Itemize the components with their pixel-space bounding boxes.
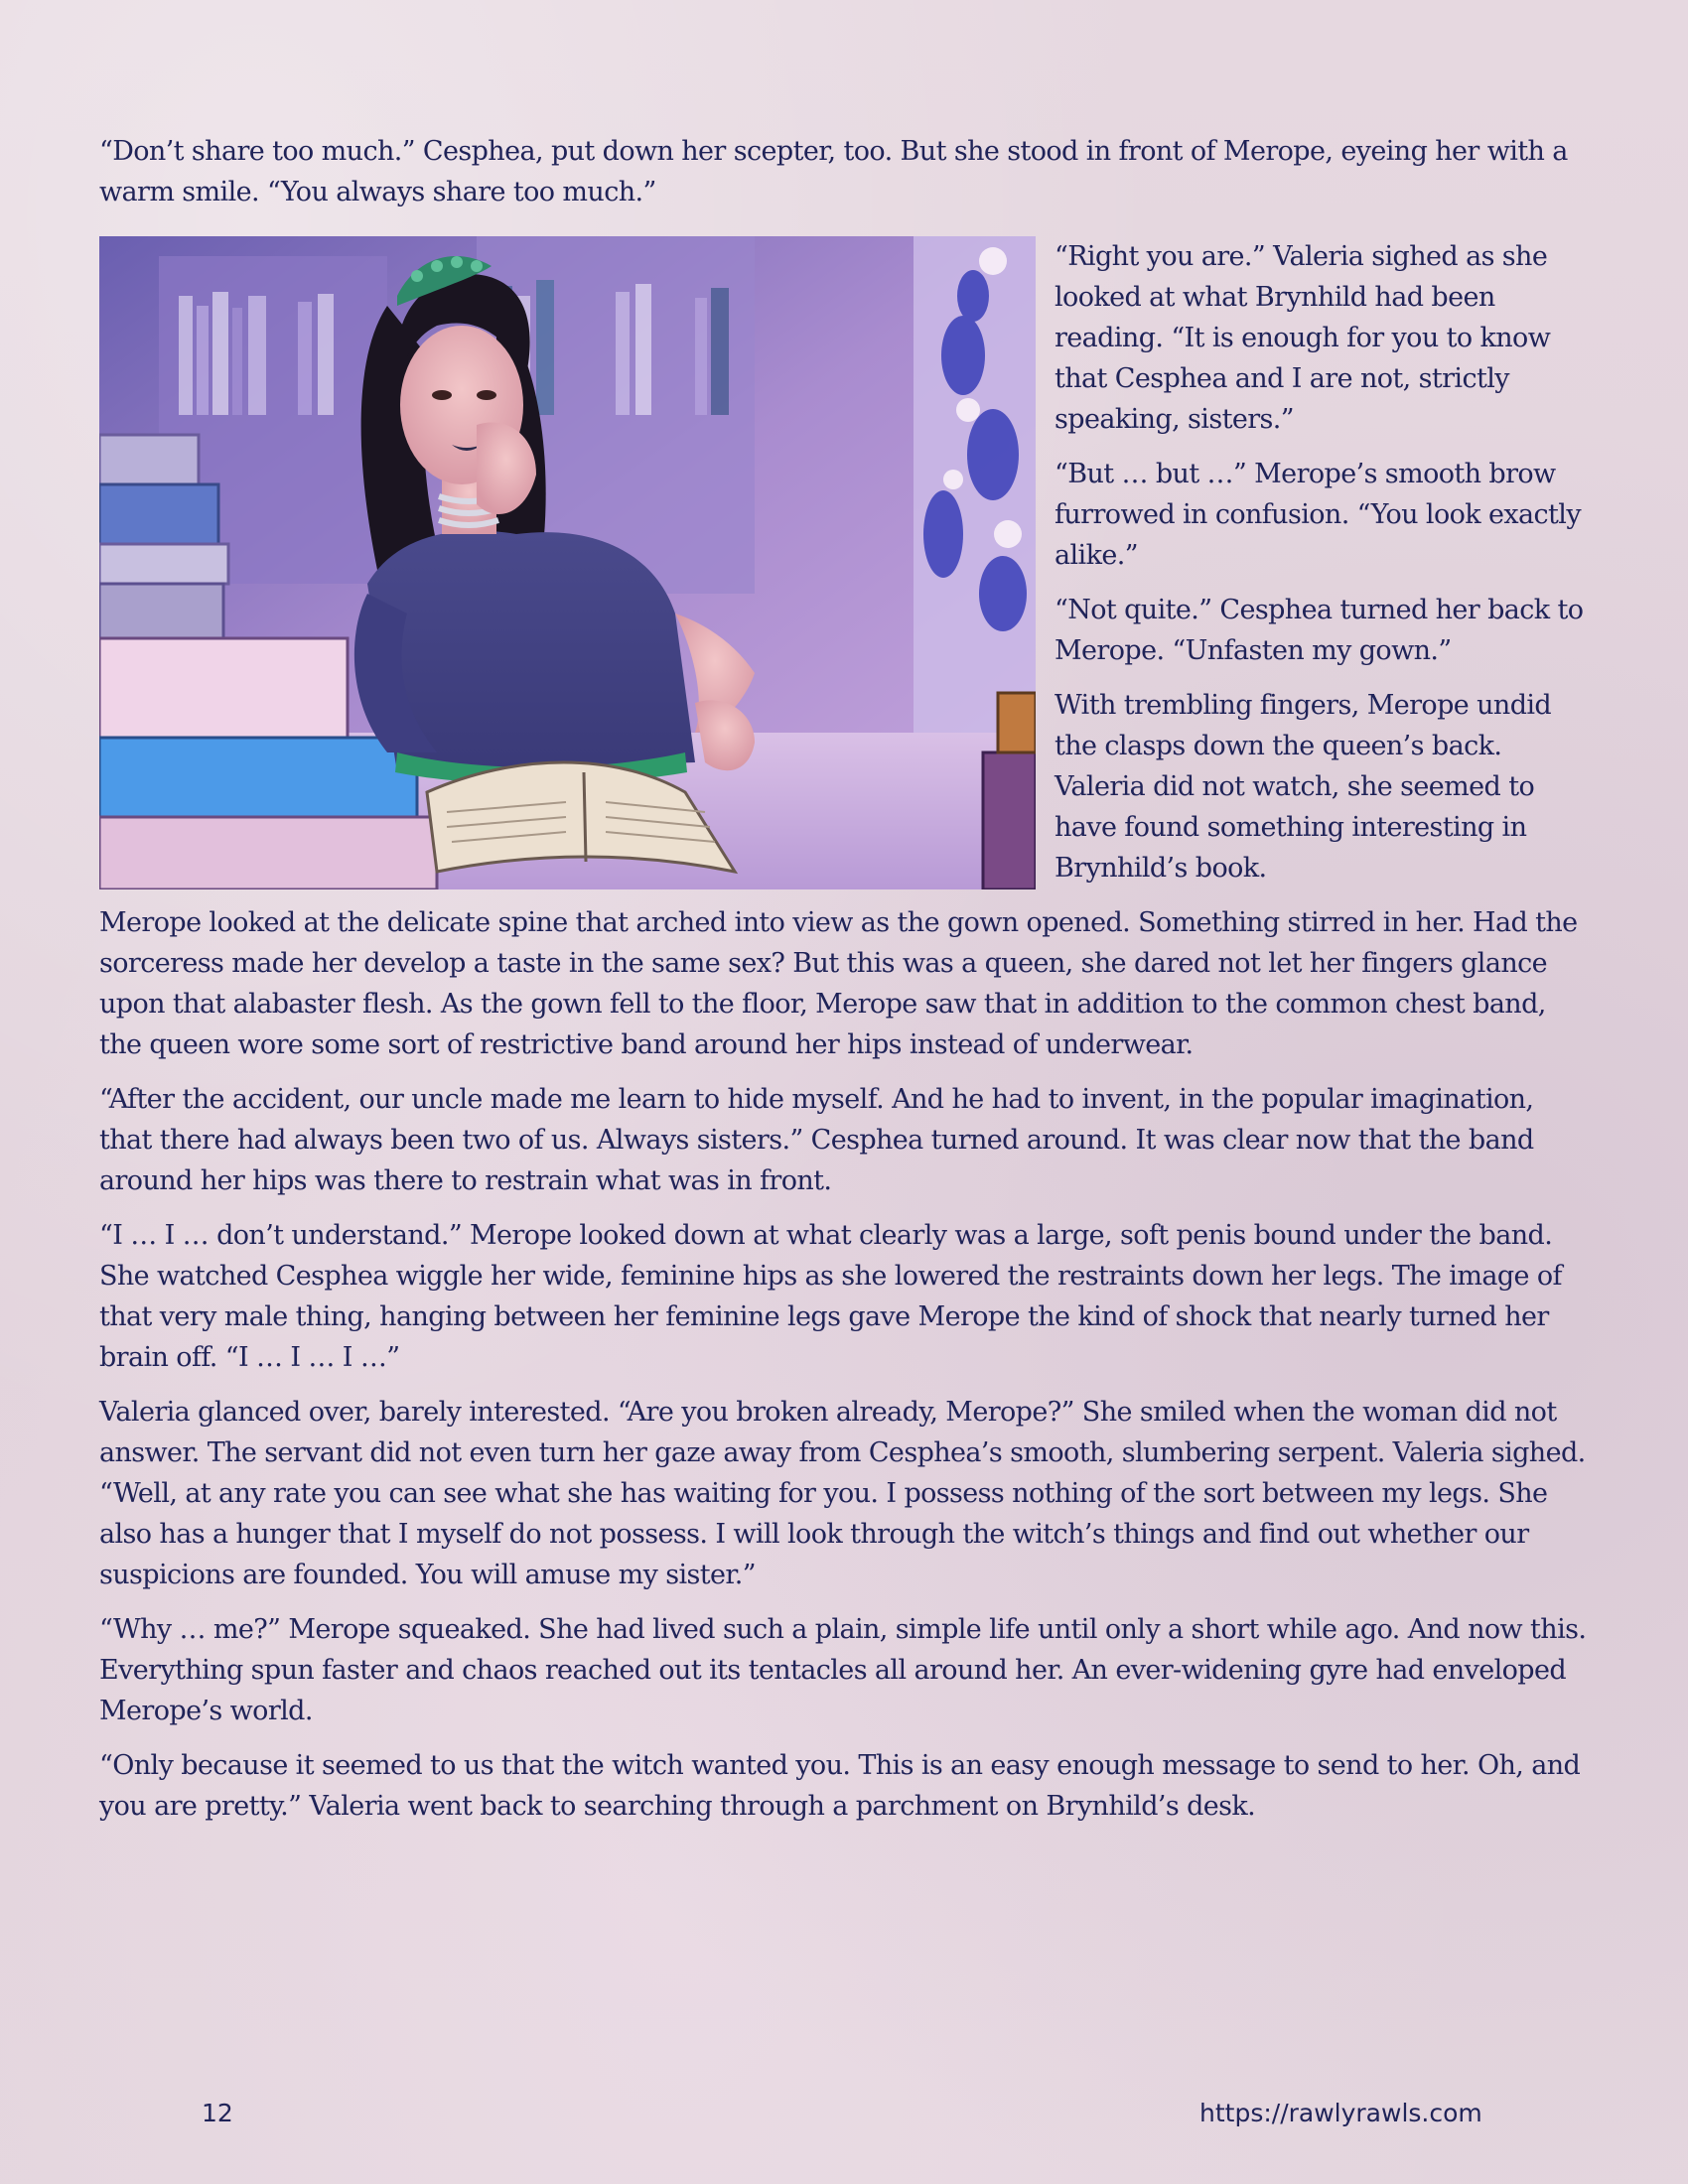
page-content <box>99 131 1589 1841</box>
paragraph: “Right you are.” Valeria sighed as she looked at what Brynhild had been reading. “It is enough for you to know that Cesphea and I are not, strictly speaking, sisters.” <box>1055 241 1551 435</box>
paragraph: “But … but …” Merope’s smooth brow furrowed in confusion. “You look exactly alike.” <box>1055 459 1581 571</box>
page-number: 12 <box>202 2099 233 2127</box>
paragraph: “I … I … don’t understand.” Merope looked down at what clearly was a large, soft penis bound under the band. She watched Cesphea wiggle her wide, feminine hips as she lowered the restraints down her legs. The image of that very male thing, hanging between her feminine legs gave Merope the kind of shock that nearly turned her brain off. “I … I … I …” <box>99 1220 1562 1373</box>
paragraph: Merope looked at the delicate spine that arched into view as the gown opened. Something stirred in her. Had the sorceress made her develop a taste in the same sex? But this was a queen, she dared not let her fingers glance upon that alabaster flesh. As the gown fell to the floor, Merope saw that in addition to the common chest band, the queen wore some sort of restrictive band around her hips instead of underwear. <box>99 907 1578 1060</box>
paragraph: “After the accident, our uncle made me learn to hide myself. And he had to invent, in the popular imagination, that there had always been two of us. Always sisters.” Cesphea turned around. It was clear now that the band around her hips was there to restrain what was in front. <box>99 1084 1534 1196</box>
website-link[interactable]: https://rawlyrawls.com <box>1199 2099 1482 2127</box>
paragraph: With trembling fingers, Merope undid the clasps down the queen’s back. Valeria did not watch, she seemed to have found something interesting in Brynhild’s book. <box>1055 690 1552 884</box>
paragraph: “Don’t share too much.” Cesphea, put down her scepter, too. But she stood in front of Merope, eyeing her with a warm smile. “You always share too much.” <box>99 136 1568 207</box>
paragraph: “Not quite.” Cesphea turned her back to Merope. “Unfasten my gown.” <box>1055 595 1584 666</box>
paragraph: Valeria glanced over, barely interested. “Are you broken already, Merope?” She smiled when the woman did not answer. The servant did not even turn her gaze away from Cesphea’s smooth, slumbering serpent. Valeria sighed. “Well, at any rate you can see what she has waiting for you. I possess nothing of the sort between my legs. She also has a hunger that I myself do not possess. I will look through the witch’s things and find out whether our suspicions are founded. You will amuse my sister.” <box>99 1397 1586 1590</box>
side-text-column <box>1055 226 1589 888</box>
illustration-woman-reading-book <box>99 236 1036 889</box>
paragraph: “Only because it seemed to us that the witch wanted you. This is an easy enough message to send to her. Oh, and you are pretty.” Valeria went back to searching through a parchment on Brynhild’s desk. <box>99 1750 1581 1822</box>
paragraph: “Why … me?” Merope squeaked. She had lived such a plain, simple life until only a short while ago. And now this. Everything spun faster and chaos reached out its tentacles all around her. An ever-widening gyre had enveloped Merope’s world. <box>99 1614 1587 1726</box>
